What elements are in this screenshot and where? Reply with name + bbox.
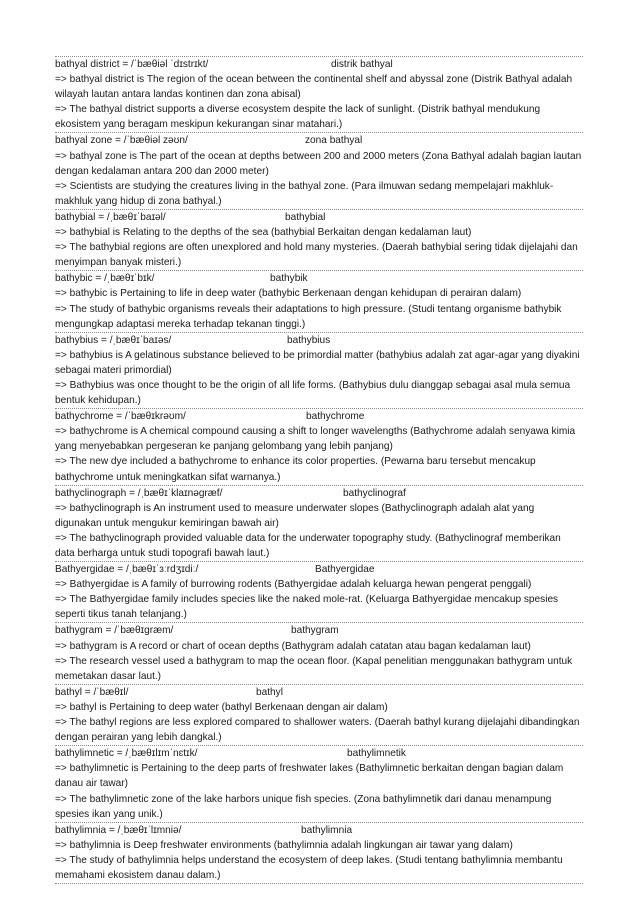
- entry-head: [55, 210, 583, 225]
- entry-bathylimnetic: [55, 745, 583, 821]
- example-sentence: => The bathyal district supports a diverse ecosystem despite the lack of sunlight. (Distrik bathyal mendukung ekosistem yang beragam meskipun kekurangan sinar matahari.): [55, 104, 541, 131]
- translation: bathyl: [256, 686, 283, 698]
- definition: => bathylimnia is Deep freshwater environments (bathylimnia adalah lingkungan air tawar yang dalam): [55, 839, 513, 851]
- entry-bathyl: [55, 684, 583, 745]
- definition: => bathybius is A gelatinous substance believed to be primordial matter (bathybius adalah zat agar-agar yang diyakini sebagai materi primordial): [55, 349, 580, 376]
- example-sentence: => The study of bathylimnia helps understand the ecosystem of deep lakes. (Studi tentang bathylimnia membantu memahami ekosistem danau dalam.): [55, 854, 563, 881]
- entry-head: [55, 333, 583, 348]
- translation: distrik bathyal: [331, 59, 393, 70]
- headword-pronunciation: Bathyergidae = /ˌbæθɪˈɜːrdʒɪdiː/: [55, 564, 199, 576]
- definition: => bathygram is A record or chart of ocean depths (Bathygram adalah catatan atau bagan kedalaman laut): [55, 640, 531, 652]
- definition: => bathyl is Pertaining to deep water (bathyl Berkenaan dengan air dalam): [55, 701, 388, 713]
- example-sentence: => Scientists are studying the creatures living in the bathyal zone. (Para ilmuwan sedang mempelajari makhluk-makhluk yang hidup di zona bathyal.): [55, 180, 554, 207]
- headword-pronunciation: bathyclinograph = /ˌbæθɪˈklaɪnəgræf/: [55, 487, 223, 499]
- entry-head: [55, 271, 583, 286]
- headword-pronunciation: bathygram = /ˈbæθɪgræm/: [55, 625, 174, 637]
- headword-pronunciation: bathybius = /ˌbæθɪˈbaɪəs/: [55, 334, 172, 346]
- entry-head: [55, 823, 583, 838]
- entry-bathychrome: [55, 408, 583, 484]
- example-sentence: => The new dye included a bathychrome to enhance its color properties. (Pewarna baru tersebut mencakup bathychrome untuk meningkatkan sifat warnanya.): [55, 456, 536, 483]
- entry-head: [55, 57, 583, 72]
- example-sentence: => The bathybial regions are often unexplored and hold many mysteries. (Daerah bathybial sering tidak dijelajahi dan menyimpan banyak misteri.): [55, 242, 578, 269]
- entry-head: [55, 685, 583, 700]
- entry-bathybic: [55, 270, 583, 331]
- translation: bathybial: [285, 211, 326, 223]
- headword-pronunciation: bathybic = /ˌbæθɪˈbɪk/: [55, 273, 155, 285]
- example-sentence: => Bathybius was once thought to be the origin of all life forms. (Bathybius dulu dianggap sebagai asal mula semua bentuk kehidupan.): [55, 379, 571, 407]
- entry-bathyal-district: [55, 56, 583, 132]
- translation: Bathyergidae: [315, 564, 375, 576]
- definition: => bathybic is Pertaining to life in deep water (bathybic Berkenaan dengan kehidupan di perairan dalam): [55, 288, 522, 300]
- entry-head: [55, 562, 583, 577]
- translation: bathybius: [287, 334, 331, 346]
- translation: bathylimnetik: [347, 748, 406, 760]
- entry-bathyal-zone: [55, 132, 583, 208]
- entry-bathylimnia: [55, 822, 583, 884]
- translation: bathylimnia: [301, 824, 353, 836]
- example-sentence: => The study of bathybic organisms reveals their adaptations to high pressure. (Studi tentang organisme bathybik mengungkap adaptasi mereka terhadap tekanan tinggi.): [55, 303, 562, 330]
- example-sentence: => The bathylimnetic zone of the lake harbors unique fish species. (Zona bathylimnetik dari danau menampung spesies ikan yang unik.): [55, 793, 552, 820]
- translation: bathybik: [270, 273, 308, 285]
- entry-head: [55, 746, 583, 761]
- definition: => bathyal zone is The part of the ocean at depths between 200 and 2000 meters (Zona Bathyal adalah bagian lautan dengan kedalaman antara 200 dan 2000 meter): [55, 150, 582, 177]
- entry-head: [55, 133, 583, 148]
- definition: => Bathyergidae is A family of burrowing rodents (Bathyergidae adalah keluarga hewan pengerat penggali): [55, 579, 532, 591]
- translation: bathyclinograf: [343, 487, 406, 499]
- entry-bathybius: [55, 332, 583, 408]
- entry-head: [55, 486, 583, 501]
- definition: => bathyal district is The region of the ocean between the continental shelf and abyssal zone (Distrik Bathyal adalah wilayah lautan antara landas kontinen dan zona abisal): [55, 74, 573, 101]
- entry-head: [55, 409, 583, 424]
- translation: bathychrome: [306, 411, 365, 423]
- definition: => bathychrome is A chemical compound causing a shift to longer wavelengths (Bathychrome adalah senyawa kimia yang menyebabkan pergeseran ke panjang gelombang yang lebih panjang): [55, 426, 576, 453]
- headword-pronunciation: bathybial = /ˌbæθɪˈbaɪəl/: [55, 211, 166, 223]
- glossary-page: [55, 56, 583, 884]
- example-sentence: => The research vessel used a bathygram to map the ocean floor. (Kapal penelitian menggunakan bathygram untuk memetakan dasar laut.): [55, 655, 573, 682]
- headword-pronunciation: bathyl = /ˈbæθɪl/: [55, 686, 129, 698]
- definition: => bathylimnetic is Pertaining to the deep parts of freshwater lakes (Bathylimnetic berkaitan dengan bagian dalam danau air tawar): [55, 763, 564, 790]
- example-sentence: => The bathyclinograph provided valuable data for the underwater topography study. (Bathyclinograf memberikan data berharga untuk studi topografi bawah laut.): [55, 532, 561, 559]
- entry-bathygram: [55, 622, 583, 683]
- headword-pronunciation: bathyal district = /ˈbæθiəl ˈdɪstrɪkt/: [55, 59, 209, 70]
- headword-pronunciation: bathylimnetic = /ˌbæθɪlɪmˈnɛtɪk/: [55, 748, 198, 760]
- definition: => bathyclinograph is An instrument used to measure underwater slopes (Bathyclinograph adalah alat yang digunakan untuk mengukur kemiringan bawah air): [55, 502, 535, 529]
- entry-bathybial: [55, 209, 583, 270]
- entry-head: [55, 623, 583, 638]
- translation: zona bathyal: [305, 135, 363, 147]
- translation: bathygram: [291, 625, 339, 637]
- headword-pronunciation: bathychrome = /ˈbæθɪkrəʊm/: [55, 411, 186, 423]
- example-sentence: => The bathyl regions are less explored compared to shallower waters. (Daerah bathyl kurang dijelajahi dibandingkan dengan perairan yang lebih dangkal.): [55, 717, 580, 744]
- definition: => bathybial is Relating to the depths of the sea (bathybial Berkaitan dengan kedalaman laut): [55, 227, 472, 239]
- entry-bathyclinograph: [55, 485, 583, 561]
- entry-bathyergidae: [55, 561, 583, 622]
- headword-pronunciation: bathyal zone = /ˈbæθiəl zəʊn/: [55, 135, 188, 147]
- example-sentence: => The Bathyergidae family includes species like the naked mole-rat. (Keluarga Bathyergidae mencakup spesies seperti tikus tanah telanjang.): [55, 594, 559, 621]
- headword-pronunciation: bathylimnia = /ˌbæθɪˈlɪmniə/: [55, 824, 182, 836]
